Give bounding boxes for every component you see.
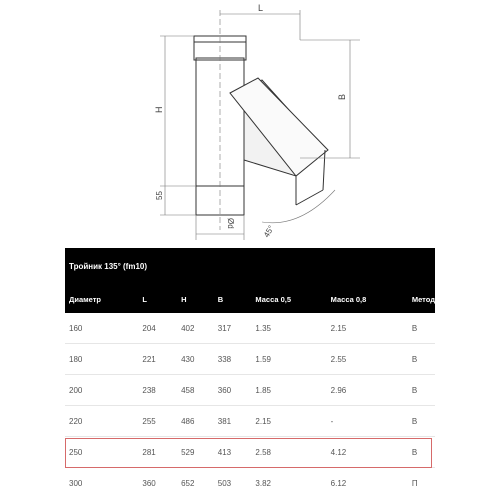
cell-mass-08: 2.96 bbox=[327, 375, 408, 406]
cell-L: 255 bbox=[138, 406, 177, 437]
cell-diameter: 220 bbox=[65, 406, 138, 437]
table-row-highlighted bbox=[65, 437, 435, 468]
cell-diameter: 160 bbox=[65, 313, 138, 344]
spec-table bbox=[65, 248, 435, 498]
cell-L: 360 bbox=[142, 478, 156, 488]
cell-mass-05: 1.59 bbox=[251, 344, 326, 375]
cell-mass-08: 2.15 bbox=[327, 313, 408, 344]
cell-mass-05: 1.35 bbox=[251, 313, 326, 344]
cell-mass-08: 6.12 bbox=[330, 478, 347, 488]
table-title-row bbox=[65, 248, 435, 285]
cell-B: 503 bbox=[217, 478, 232, 488]
tee-technical-drawing bbox=[0, 0, 500, 245]
cell-B: 381 bbox=[214, 406, 252, 437]
table-header-row bbox=[65, 285, 435, 313]
cell-mass-08: 4.12 bbox=[327, 437, 408, 468]
cell-diameter: 250 bbox=[65, 437, 138, 468]
table-row bbox=[65, 406, 435, 437]
cell-H: 458 bbox=[177, 375, 214, 406]
cell-H: 430 bbox=[177, 344, 214, 375]
col-header-diameter: Диаметр bbox=[69, 294, 101, 304]
col-header-L: L bbox=[142, 294, 147, 304]
cell-diameter: 180 bbox=[65, 344, 138, 375]
cell-method: В bbox=[408, 375, 435, 406]
cell-L: 238 bbox=[138, 375, 177, 406]
col-header-mass-05: Масса 0,5 bbox=[255, 294, 292, 304]
cell-B: 338 bbox=[214, 344, 252, 375]
cell-method: В bbox=[408, 406, 435, 437]
cell-mass-05: 1.85 bbox=[251, 375, 326, 406]
cell-mass-05: 2.58 bbox=[251, 437, 326, 468]
cell-mass-05: 2.15 bbox=[251, 406, 326, 437]
table-title: Тройник 135° (fm10) bbox=[69, 262, 148, 271]
cell-B: 413 bbox=[214, 437, 252, 468]
cell-method: В bbox=[408, 313, 435, 344]
table-row bbox=[65, 468, 435, 499]
col-header-B: B bbox=[217, 294, 224, 304]
table-row bbox=[65, 313, 435, 344]
cell-L: 221 bbox=[138, 344, 177, 375]
cell-diameter: 300 bbox=[69, 478, 83, 488]
cell-B: 360 bbox=[214, 375, 252, 406]
col-header-mass-08: Масса 0,8 bbox=[330, 294, 367, 304]
cell-diameter: 200 bbox=[65, 375, 138, 406]
cell-L: 281 bbox=[138, 437, 177, 468]
col-header-method: Метод bbox=[411, 294, 435, 304]
cell-H: 402 bbox=[177, 313, 214, 344]
cell-mass-05: 3.82 bbox=[255, 478, 271, 488]
cell-method: П bbox=[411, 478, 418, 488]
table-row bbox=[65, 375, 435, 406]
cell-H: 486 bbox=[177, 406, 214, 437]
table-row bbox=[65, 344, 435, 375]
angle-arc bbox=[262, 190, 335, 223]
cell-L: 204 bbox=[138, 313, 177, 344]
dim-55-label: 55 bbox=[155, 191, 164, 200]
dim-d-label: Ød bbox=[226, 218, 235, 229]
cell-H: 652 bbox=[181, 478, 195, 488]
dim-H-label: H bbox=[154, 106, 164, 113]
angle-label: 45° bbox=[261, 224, 276, 239]
dim-L-label: L bbox=[258, 3, 264, 13]
cell-mass-08: - bbox=[327, 406, 408, 437]
cell-mass-08: 2.55 bbox=[327, 344, 408, 375]
cell-method: В bbox=[408, 437, 435, 468]
cell-B: 317 bbox=[214, 313, 252, 344]
col-header-H: H bbox=[181, 294, 187, 304]
dim-B-label: B bbox=[337, 93, 347, 100]
cell-H: 529 bbox=[177, 437, 214, 468]
cell-method: В bbox=[408, 344, 435, 375]
